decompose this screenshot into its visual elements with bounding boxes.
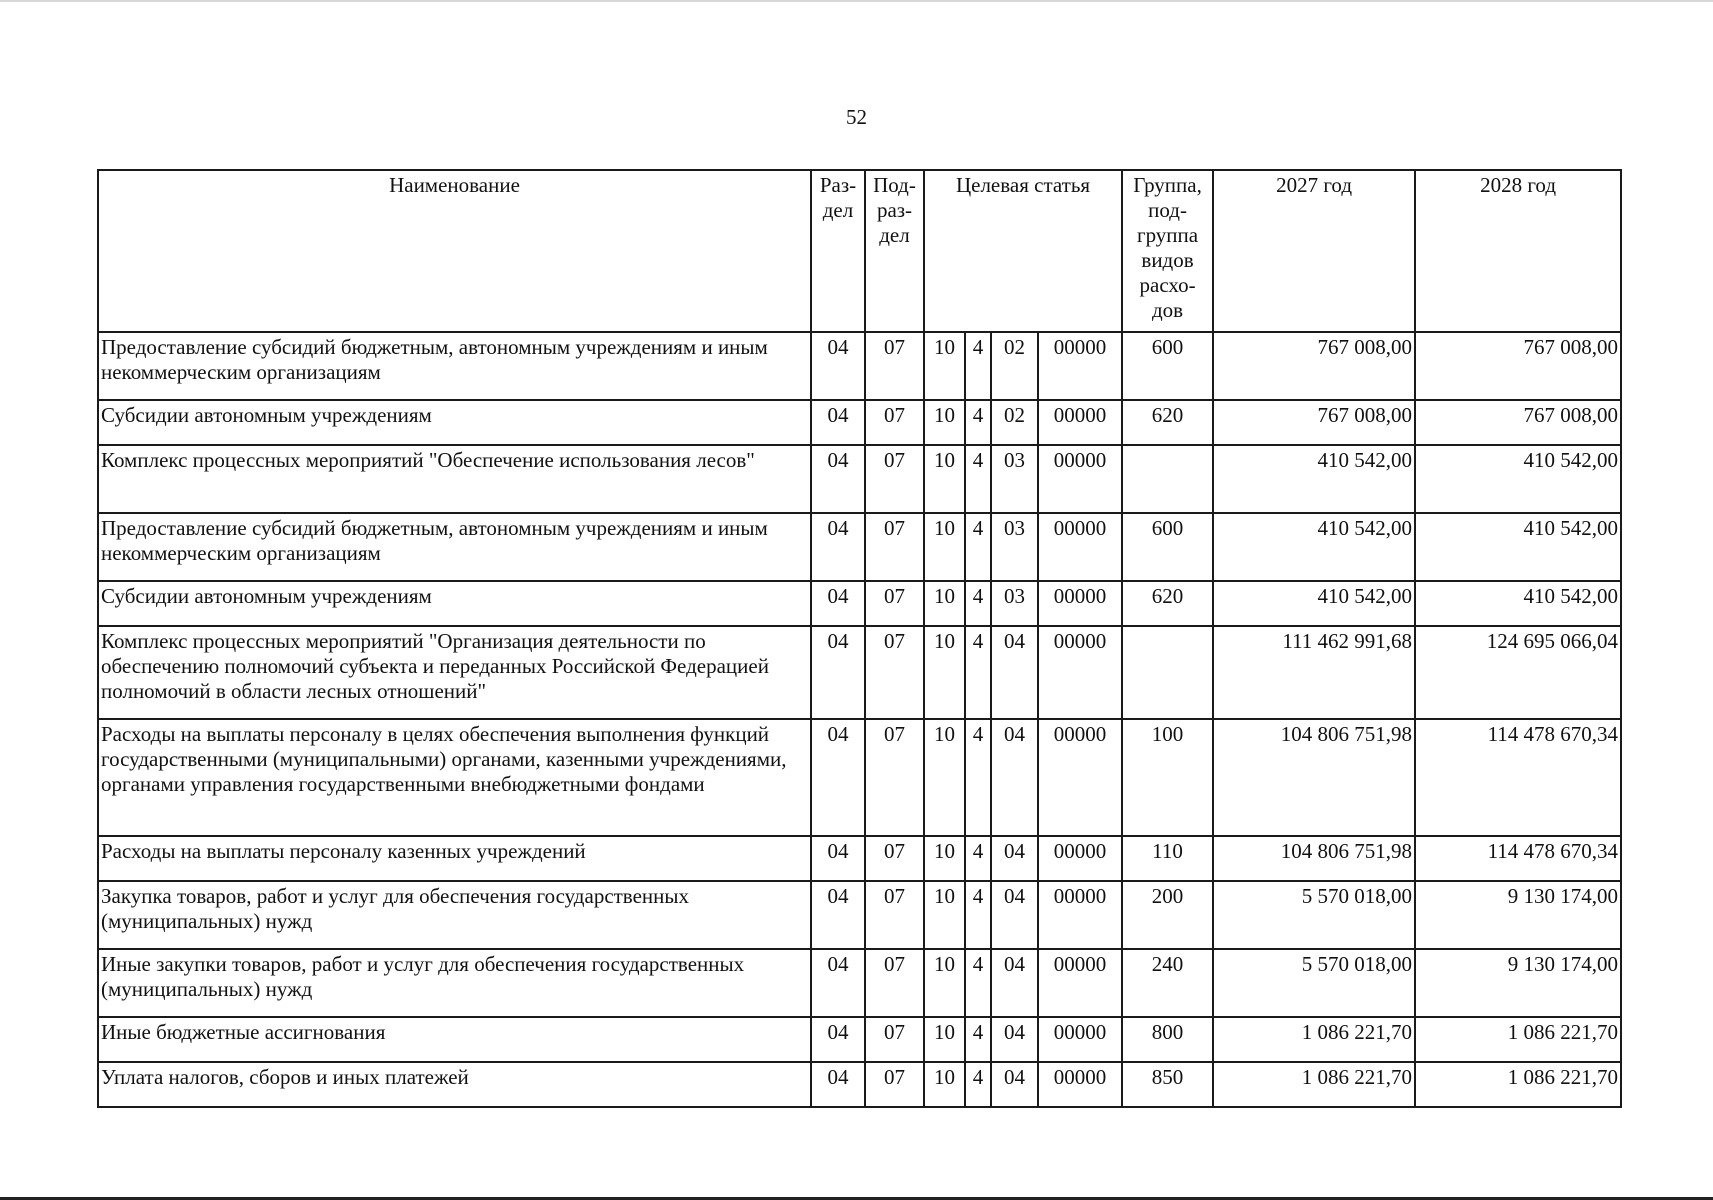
amount-2027-cell: 111 462 991,68 (1213, 626, 1415, 719)
target-program-cell: 10 (924, 949, 965, 1017)
amount-2028-cell: 410 542,00 (1415, 445, 1621, 513)
header-razdel: Раз- дел (811, 170, 865, 332)
row-name-cell: Иные закупки товаров, работ и услуг для обеспечения государственных (муниципальных) нужд (98, 949, 811, 1017)
page-number: 52 (846, 105, 867, 129)
target-direction-cell: 00000 (1038, 332, 1122, 400)
table-row (98, 836, 1621, 881)
razdel-cell: 04 (811, 332, 865, 400)
amount-2028-cell: 9 130 174,00 (1415, 949, 1621, 1017)
target-direction-cell: 00000 (1038, 445, 1122, 513)
target-structure-cell: 03 (991, 445, 1038, 513)
target-structure-cell: 04 (991, 719, 1038, 836)
table-row (98, 626, 1621, 719)
header-podrazdel: Под- раз- дел (865, 170, 924, 332)
target-program-cell: 10 (924, 1017, 965, 1062)
header-target-article: Целевая статья (924, 170, 1122, 332)
table-row (98, 513, 1621, 581)
amount-2027-cell: 410 542,00 (1213, 581, 1415, 626)
amount-2027-cell: 1 086 221,70 (1213, 1017, 1415, 1062)
podrazdel-cell: 07 (865, 836, 924, 881)
target-structure-cell: 02 (991, 400, 1038, 445)
table-header-row (98, 170, 1621, 332)
table-row (98, 881, 1621, 949)
row-name-cell: Закупка товаров, работ и услуг для обеспечения государственных (муниципальных) нужд (98, 881, 811, 949)
row-name-cell: Комплекс процессных мероприятий "Организация деятельности по обеспечению полномочий субъекта и переданных Российской Федерацией полномочий в области лесных отношений" (98, 626, 811, 719)
amount-2027-cell: 767 008,00 (1213, 400, 1415, 445)
amount-2027-cell: 767 008,00 (1213, 332, 1415, 400)
target-program-cell: 10 (924, 1062, 965, 1107)
target-direction-cell: 00000 (1038, 581, 1122, 626)
podrazdel-cell: 07 (865, 513, 924, 581)
row-name-cell: Уплата налогов, сборов и иных платежей (98, 1062, 811, 1107)
amount-2028-cell: 9 130 174,00 (1415, 881, 1621, 949)
target-structure-cell: 04 (991, 881, 1038, 949)
target-program-cell: 10 (924, 836, 965, 881)
target-program-cell: 10 (924, 513, 965, 581)
podrazdel-cell: 07 (865, 581, 924, 626)
expense-group-cell: 100 (1122, 719, 1213, 836)
target-program-cell: 10 (924, 626, 965, 719)
table-row (98, 332, 1621, 400)
razdel-cell: 04 (811, 626, 865, 719)
expense-group-cell (1122, 445, 1213, 513)
row-name-cell: Предоставление субсидий бюджетным, автономным учреждениям и иным некоммерческим организациям (98, 332, 811, 400)
target-program-cell: 10 (924, 881, 965, 949)
header-year-2028: 2028 год (1415, 170, 1621, 332)
target-structure-cell: 03 (991, 581, 1038, 626)
row-name-cell: Иные бюджетные ассигнования (98, 1017, 811, 1062)
amount-2027-cell: 5 570 018,00 (1213, 881, 1415, 949)
amount-2028-cell: 410 542,00 (1415, 513, 1621, 581)
razdel-cell: 04 (811, 445, 865, 513)
expense-group-cell: 110 (1122, 836, 1213, 881)
razdel-cell: 04 (811, 719, 865, 836)
razdel-cell: 04 (811, 949, 865, 1017)
target-direction-cell: 00000 (1038, 513, 1122, 581)
target-direction-cell: 00000 (1038, 719, 1122, 836)
razdel-cell: 04 (811, 400, 865, 445)
target-structure-cell: 04 (991, 1062, 1038, 1107)
target-structure-cell: 04 (991, 626, 1038, 719)
target-program-cell: 10 (924, 445, 965, 513)
amount-2028-cell: 114 478 670,34 (1415, 836, 1621, 881)
header-expense-group: Группа, под- группа видов расхо- дов (1122, 170, 1213, 332)
target-structure-cell: 04 (991, 836, 1038, 881)
target-subprogram-cell: 4 (965, 626, 991, 719)
razdel-cell: 04 (811, 836, 865, 881)
target-program-cell: 10 (924, 400, 965, 445)
target-direction-cell: 00000 (1038, 949, 1122, 1017)
amount-2028-cell: 767 008,00 (1415, 400, 1621, 445)
expense-group-cell: 600 (1122, 513, 1213, 581)
table-row (98, 719, 1621, 836)
header-name: Наименование (98, 170, 811, 332)
amount-2028-cell: 1 086 221,70 (1415, 1062, 1621, 1107)
target-structure-cell: 02 (991, 332, 1038, 400)
row-name-cell: Субсидии автономным учреждениям (98, 400, 811, 445)
table-row (98, 1017, 1621, 1062)
amount-2027-cell: 104 806 751,98 (1213, 836, 1415, 881)
target-subprogram-cell: 4 (965, 400, 991, 445)
target-direction-cell: 00000 (1038, 400, 1122, 445)
podrazdel-cell: 07 (865, 400, 924, 445)
target-subprogram-cell: 4 (965, 836, 991, 881)
budget-table (97, 169, 1622, 1108)
amount-2027-cell: 104 806 751,98 (1213, 719, 1415, 836)
target-subprogram-cell: 4 (965, 513, 991, 581)
razdel-cell: 04 (811, 513, 865, 581)
row-name-cell: Расходы на выплаты персоналу в целях обеспечения выполнения функций государственными (муниципальными) органами, казенными учреждениями, органами управления государственными внебюджетными фондами (98, 719, 811, 836)
target-subprogram-cell: 4 (965, 949, 991, 1017)
target-direction-cell: 00000 (1038, 1017, 1122, 1062)
target-direction-cell: 00000 (1038, 881, 1122, 949)
podrazdel-cell: 07 (865, 949, 924, 1017)
target-structure-cell: 04 (991, 1017, 1038, 1062)
target-direction-cell: 00000 (1038, 626, 1122, 719)
table-row (98, 445, 1621, 513)
amount-2027-cell: 410 542,00 (1213, 513, 1415, 581)
podrazdel-cell: 07 (865, 1017, 924, 1062)
target-direction-cell: 00000 (1038, 1062, 1122, 1107)
header-year-2027: 2027 год (1213, 170, 1415, 332)
amount-2028-cell: 114 478 670,34 (1415, 719, 1621, 836)
amount-2027-cell: 5 570 018,00 (1213, 949, 1415, 1017)
razdel-cell: 04 (811, 1062, 865, 1107)
podrazdel-cell: 07 (865, 626, 924, 719)
row-name-cell: Предоставление субсидий бюджетным, автономным учреждениям и иным некоммерческим организациям (98, 513, 811, 581)
row-name-cell: Комплекс процессных мероприятий "Обеспечение использования лесов" (98, 445, 811, 513)
target-subprogram-cell: 4 (965, 1017, 991, 1062)
amount-2028-cell: 410 542,00 (1415, 581, 1621, 626)
target-program-cell: 10 (924, 332, 965, 400)
target-subprogram-cell: 4 (965, 581, 991, 626)
razdel-cell: 04 (811, 1017, 865, 1062)
scan-edge-top (0, 0, 1713, 2)
amount-2028-cell: 124 695 066,04 (1415, 626, 1621, 719)
expense-group-cell: 800 (1122, 1017, 1213, 1062)
expense-group-cell: 850 (1122, 1062, 1213, 1107)
target-subprogram-cell: 4 (965, 332, 991, 400)
amount-2028-cell: 767 008,00 (1415, 332, 1621, 400)
razdel-cell: 04 (811, 581, 865, 626)
amount-2027-cell: 1 086 221,70 (1213, 1062, 1415, 1107)
target-subprogram-cell: 4 (965, 1062, 991, 1107)
table-body (98, 332, 1621, 1107)
row-name-cell: Расходы на выплаты персоналу казенных учреждений (98, 836, 811, 881)
row-name-cell: Субсидии автономным учреждениям (98, 581, 811, 626)
amount-2027-cell: 410 542,00 (1213, 445, 1415, 513)
table-row (98, 581, 1621, 626)
target-subprogram-cell: 4 (965, 719, 991, 836)
table-row (98, 400, 1621, 445)
amount-2028-cell: 1 086 221,70 (1415, 1017, 1621, 1062)
expense-group-cell: 200 (1122, 881, 1213, 949)
target-program-cell: 10 (924, 581, 965, 626)
razdel-cell: 04 (811, 881, 865, 949)
expense-group-cell (1122, 626, 1213, 719)
expense-group-cell: 620 (1122, 581, 1213, 626)
podrazdel-cell: 07 (865, 719, 924, 836)
expense-group-cell: 240 (1122, 949, 1213, 1017)
table-row (98, 1062, 1621, 1107)
target-direction-cell: 00000 (1038, 836, 1122, 881)
target-structure-cell: 03 (991, 513, 1038, 581)
podrazdel-cell: 07 (865, 445, 924, 513)
target-subprogram-cell: 4 (965, 881, 991, 949)
podrazdel-cell: 07 (865, 881, 924, 949)
target-program-cell: 10 (924, 719, 965, 836)
table-row (98, 949, 1621, 1017)
expense-group-cell: 600 (1122, 332, 1213, 400)
podrazdel-cell: 07 (865, 332, 924, 400)
target-subprogram-cell: 4 (965, 445, 991, 513)
podrazdel-cell: 07 (865, 1062, 924, 1107)
expense-group-cell: 620 (1122, 400, 1213, 445)
target-structure-cell: 04 (991, 949, 1038, 1017)
